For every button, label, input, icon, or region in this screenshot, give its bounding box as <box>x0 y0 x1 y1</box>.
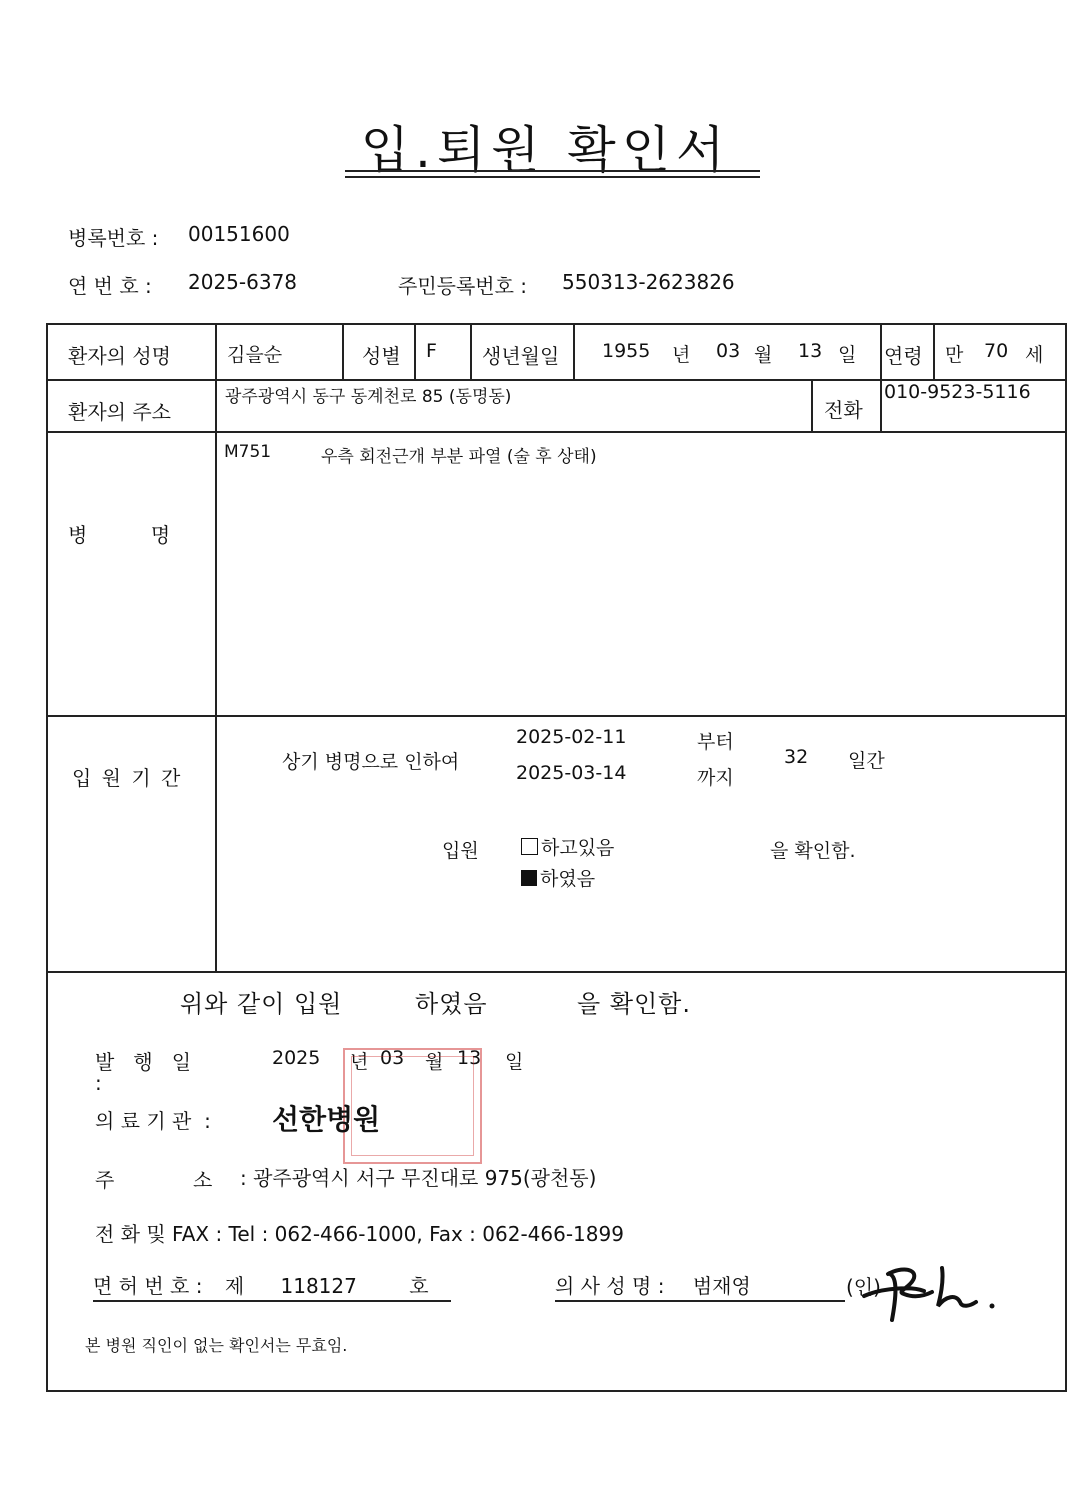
sex-value: F <box>426 340 437 362</box>
admission-end: 2025-03-14 <box>516 762 627 784</box>
sex-label: 성별 <box>362 344 401 368</box>
validity-notice: 본 병원 직인이 없는 확인서는 무효임. <box>85 1336 348 1355</box>
age-value: 70 <box>984 340 1009 362</box>
diagnosis-code: M751 <box>224 442 272 462</box>
age-prefix: 만 <box>945 344 964 366</box>
phone-label: 전화 <box>824 398 863 422</box>
doctor-label: 의 사 성 명 : <box>555 1274 665 1298</box>
doctor-name: 범재영 <box>692 1274 751 1298</box>
statement-c: 을 확인함. <box>577 990 691 1018</box>
days-unit: 일간 <box>848 750 885 772</box>
record-no: 00151600 <box>188 222 290 246</box>
license-suffix: 호 <box>409 1274 429 1298</box>
hospital-address-label-a: 주 <box>95 1168 115 1192</box>
col-divider <box>933 325 935 379</box>
license-line <box>93 1270 451 1302</box>
issue-month: 03 <box>380 1047 405 1069</box>
patient-address: 광주광역시 동구 동계천로 85 (동명동) <box>225 387 512 407</box>
patient-name: 김을순 <box>227 344 283 366</box>
issue-year-unit: 년 <box>350 1051 369 1073</box>
col-divider <box>573 325 575 379</box>
hospital-phone-fax: 전 화 및 FAX : Tel : 062-466-1000, Fax : 062-466-1899 <box>95 1222 624 1246</box>
license-prefix: 제 <box>224 1274 245 1298</box>
admission-start: 2025-02-11 <box>516 726 627 748</box>
statement-a: 위와 같이 입원 <box>180 990 343 1018</box>
issue-month-unit: 월 <box>425 1051 444 1073</box>
admission-label: 입 원 기 간 <box>72 766 183 790</box>
hospital-address-label-b: 소 <box>193 1168 213 1192</box>
diagnosis-name: 우측 회전근개 부분 파열 (술 후 상태) <box>321 447 597 467</box>
day-unit: 일 <box>838 344 857 366</box>
admit-label: 입원 <box>442 840 479 862</box>
serial-no: 2025-6378 <box>188 270 298 294</box>
age-label: 연령 <box>884 344 923 368</box>
option-current-text: 하고있음 <box>541 837 615 859</box>
birth-month: 03 <box>716 340 741 362</box>
resident-label: 주민등록번호 : <box>398 274 528 298</box>
hospital-address: : 광주광역시 서구 무진대로 975(광천동) <box>240 1166 597 1190</box>
diagnosis-label-text: 병 명 <box>68 523 171 547</box>
license-label: 면 허 번 호 : <box>93 1274 203 1298</box>
diagnosis-label <box>68 519 192 548</box>
title-underline <box>345 170 760 172</box>
admission-confirm: 을 확인함. <box>770 840 856 862</box>
row-divider <box>48 431 1065 433</box>
statement-b: 하였음 <box>415 990 488 1018</box>
serial-label: 연 번 호 : <box>68 274 152 298</box>
document-title: 입.퇴원 확인서 <box>360 121 731 179</box>
patient-name-label: 환자의 성명 <box>68 344 171 368</box>
seal-mark: (인) <box>846 1275 881 1299</box>
month-unit: 월 <box>754 344 773 366</box>
record-no-label: 병록번호 : <box>68 226 159 250</box>
empty-checkbox-icon <box>521 838 538 855</box>
from-label: 부터 <box>697 731 734 753</box>
issue-day-unit: 일 <box>505 1051 524 1073</box>
patient-phone: 010-9523-5116 <box>884 381 1031 403</box>
row-divider <box>48 715 1065 717</box>
col-divider <box>811 379 813 431</box>
license-no: 118127 <box>280 1274 357 1298</box>
filled-checkbox-icon <box>521 870 537 886</box>
title-underline-double <box>345 176 760 178</box>
age-unit: 세 <box>1025 344 1044 366</box>
resident-no: 550313-2623826 <box>562 270 735 294</box>
option-done <box>521 864 595 891</box>
col-divider <box>414 325 416 379</box>
institution-name: 선한병원 <box>272 1103 381 1136</box>
row-divider <box>48 971 1065 973</box>
col-divider <box>880 325 882 431</box>
doctor-line <box>555 1270 845 1302</box>
address-label: 환자의 주소 <box>68 400 171 424</box>
option-done-text: 하였음 <box>540 868 596 890</box>
issue-day: 13 <box>457 1047 482 1069</box>
birth-label: 생년월일 <box>482 344 560 368</box>
institution-label: 의 료 기 관 : <box>95 1109 211 1133</box>
doctor-signature <box>852 1258 1002 1328</box>
issue-year: 2025 <box>272 1047 321 1069</box>
year-unit: 년 <box>672 344 691 366</box>
admission-days: 32 <box>784 746 809 768</box>
admission-reason: 상기 병명으로 인하여 <box>282 751 460 773</box>
to-label: 까지 <box>697 767 734 789</box>
option-current <box>521 833 614 860</box>
col-divider <box>342 325 344 379</box>
col-divider <box>470 325 472 379</box>
birth-year: 1955 <box>602 340 651 362</box>
birth-day: 13 <box>798 340 823 362</box>
label-column-divider <box>215 325 217 971</box>
issue-colon: : <box>95 1071 102 1095</box>
issue-label: 발 행 일 <box>95 1050 192 1074</box>
